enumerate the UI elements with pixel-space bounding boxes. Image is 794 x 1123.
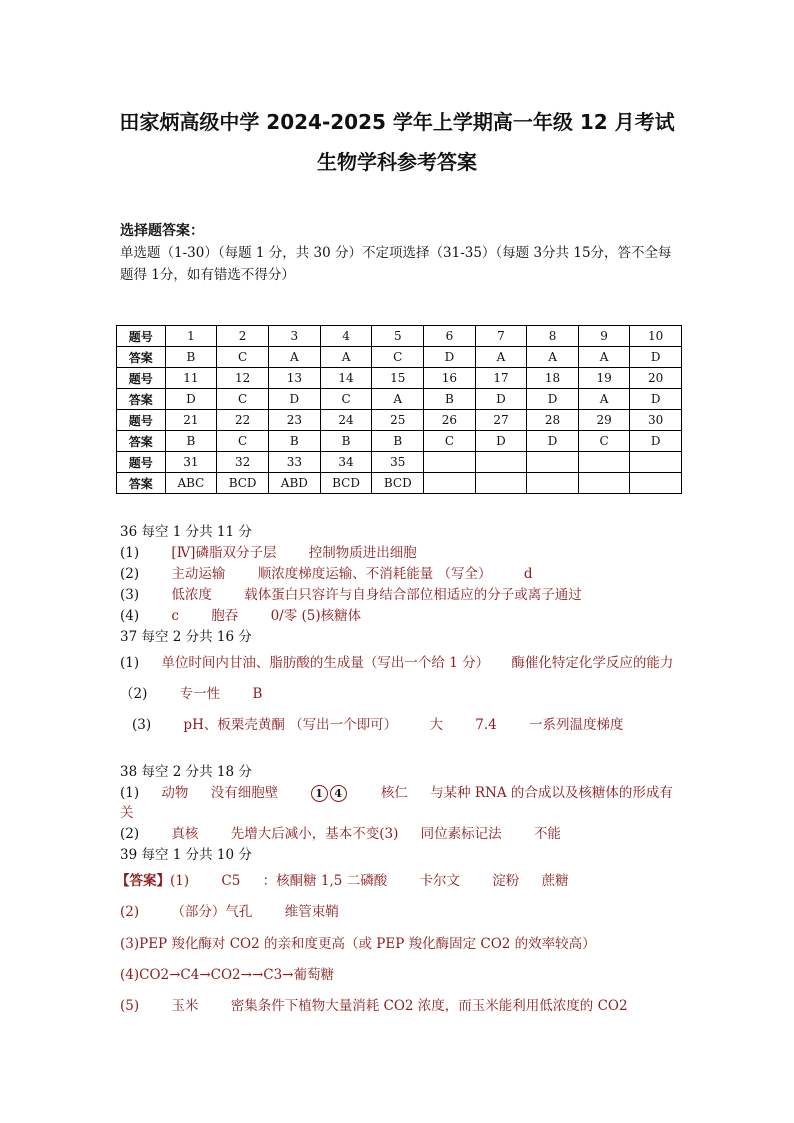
q39-num2: (2) [120, 904, 140, 920]
table-cell: BCD [372, 473, 424, 494]
q36-ans1a: [Ⅳ]磷脂双分子层 [171, 545, 277, 561]
q37-ans3b: 大 [429, 717, 443, 733]
table-cell: 4 [320, 326, 372, 347]
table-cell: B [424, 389, 476, 410]
choice-intro: 单选题（1-30）（每题 1 分，共 30 分）不定项选择（31-35）（每题 3分共 15分，答不全每题得 1分，如有错选不得分） [120, 245, 672, 283]
table-cell: D [630, 431, 682, 452]
table-cell [424, 473, 476, 494]
table-cell: C [578, 431, 630, 452]
table-cell: D [424, 347, 476, 368]
row-label: 答案 [117, 389, 166, 410]
q36-ans2b: 顺浓度梯度运输、不消耗能量 （写全） [257, 566, 492, 582]
table-cell: 10 [630, 326, 682, 347]
table-cell: 6 [424, 326, 476, 347]
table-cell: 9 [578, 326, 630, 347]
table-cell: B [165, 347, 217, 368]
q36-line4 [120, 604, 361, 624]
row-label: 答案 [117, 473, 166, 494]
q38-ans2b: 先增大后减小，基本不变(3) [230, 826, 399, 842]
table-cell: D [630, 389, 682, 410]
q39-line5 [120, 994, 628, 1014]
table-cell: 31 [165, 452, 217, 473]
row-label: 题号 [117, 368, 166, 389]
row-label: 题号 [117, 326, 166, 347]
q36-num3: (3) [120, 587, 140, 603]
q36-line3 [120, 583, 582, 603]
table-cell [578, 473, 630, 494]
q39-line1 [116, 869, 569, 889]
table-cell: B [268, 431, 320, 452]
q39-line2 [120, 900, 339, 920]
q39-heading: 39 每空 1 分共 10 分 [120, 847, 252, 863]
table-cell: D [165, 389, 217, 410]
table-cell: 13 [268, 368, 320, 389]
q38-line1 [120, 781, 673, 802]
table-cell: C [217, 389, 269, 410]
table-cell: C [372, 347, 424, 368]
q39-ans1d: 淀粉 [492, 873, 520, 889]
table-cell: 15 [372, 368, 424, 389]
q39-ans5b: 密集条件下植物大量消耗 CO2 浓度，而玉米能利用低浓度的 CO2 [230, 998, 628, 1014]
row-label: 题号 [117, 452, 166, 473]
q38-ans1e: 与某种 RNA 的合成以及核糖体的形成有 [430, 785, 673, 801]
q37-ans1b: 酶催化特定化学反应的能力 [511, 655, 674, 671]
q39-ans1e: 蔗糖 [541, 873, 569, 889]
table-cell [527, 452, 579, 473]
q37-ans3d: 一系列温度梯度 [529, 717, 624, 733]
table-cell: 20 [630, 368, 682, 389]
table-cell: A [527, 347, 579, 368]
table-cell: 19 [578, 368, 630, 389]
q37-num2: （2) [120, 686, 148, 702]
circled-number-4: 4 [330, 785, 347, 802]
q38-ans2d: 不能 [533, 826, 561, 842]
q38-line2 [120, 822, 561, 842]
q36-ans4a: c [171, 608, 179, 624]
q39-ans1b: ：核酮糖 1,5 二磷酸 [262, 873, 388, 889]
q36-num1: (1) [120, 545, 140, 561]
table-row [117, 452, 682, 473]
table-cell: 7 [475, 326, 527, 347]
table-cell [475, 452, 527, 473]
q37-ans2b: B [252, 686, 263, 702]
q39-line4: (4)CO2→C4→CO2→→C3→葡萄糖 [120, 967, 334, 983]
table-cell: A [578, 389, 630, 410]
table-cell: 33 [268, 452, 320, 473]
table-cell: 34 [320, 452, 372, 473]
table-cell: 24 [320, 410, 372, 431]
table-cell: 18 [527, 368, 579, 389]
q39-ans5a: 玉米 [171, 998, 199, 1014]
q38-num1: (1) [120, 785, 140, 801]
table-cell: A [578, 347, 630, 368]
q36-ans3a: 低浓度 [171, 587, 212, 603]
choice-heading: 选择题答案： [120, 223, 204, 239]
table-cell: A [320, 347, 372, 368]
circled-number-1: 1 [311, 785, 328, 802]
table-cell: C [217, 431, 269, 452]
table-cell [578, 452, 630, 473]
table-cell: A [372, 389, 424, 410]
table-cell: 22 [217, 410, 269, 431]
table-cell: B [320, 431, 372, 452]
q37-num3: (3) [132, 717, 152, 733]
table-cell: BCD [320, 473, 372, 494]
table-cell: 16 [424, 368, 476, 389]
table-cell: D [268, 389, 320, 410]
q36-line2 [120, 562, 532, 582]
q36-num4: (4) [120, 608, 140, 624]
q36-ans2c: d [523, 566, 533, 582]
q38-ans1a: 动物 [161, 785, 189, 801]
table-cell: 8 [527, 326, 579, 347]
table-cell: 12 [217, 368, 269, 389]
table-cell: 23 [268, 410, 320, 431]
q36-ans4c: 0/零 (5)核糖体 [270, 608, 362, 624]
q39-ans2a: （部分）气孔 [171, 904, 253, 920]
table-cell: C [320, 389, 372, 410]
table-cell: BCD [217, 473, 269, 494]
table-cell: A [268, 347, 320, 368]
table-cell: 17 [475, 368, 527, 389]
table-cell: 25 [372, 410, 424, 431]
table-cell: D [475, 431, 527, 452]
table-cell: 3 [268, 326, 320, 347]
table-cell: 5 [372, 326, 424, 347]
q37-ans3c: 7.4 [475, 717, 497, 733]
q38-ans2c: 同位素标记法 [420, 826, 502, 842]
table-cell: 27 [475, 410, 527, 431]
q36-ans3b: 载体蛋白只容许与自身结合部位相适应的分子或离子通过 [244, 587, 582, 603]
q39-num5: (5) [120, 998, 140, 1014]
table-row [117, 389, 682, 410]
table-cell: 11 [165, 368, 217, 389]
q37-ans1a: 单位时间内甘油、脂肪酸的生成量（写出一个给 1 分） [161, 655, 490, 671]
table-cell: 28 [527, 410, 579, 431]
table-cell: D [527, 431, 579, 452]
q39-ans1a: C5 [221, 873, 241, 889]
table-cell: B [165, 431, 217, 452]
table-row [117, 431, 682, 452]
table-cell: 32 [217, 452, 269, 473]
q37-line3 [132, 713, 624, 733]
q37-num1: (1) [120, 655, 140, 671]
table-row [117, 473, 682, 494]
table-cell: 21 [165, 410, 217, 431]
q37-heading: 37 每空 2 分共 16 分 [120, 629, 252, 645]
q39-line3: (3)PEP 羧化酶对 CO2 的亲和度更高（或 PEP 羧化酶固定 CO2 的效率较高） [120, 936, 596, 952]
q36-num2: (2) [120, 566, 140, 582]
table-row [117, 326, 682, 347]
q38-line1b: 关 [120, 805, 134, 821]
table-cell: ABD [268, 473, 320, 494]
q36-ans1b: 控制物质进出细胞 [308, 545, 417, 561]
q37-ans2a: 专一性 [179, 686, 221, 702]
table-cell: 35 [372, 452, 424, 473]
q38-ans2a: 真核 [171, 826, 199, 842]
q39-num1: (1) [170, 873, 190, 889]
table-cell [424, 452, 476, 473]
table-cell: 30 [630, 410, 682, 431]
table-cell [630, 452, 682, 473]
answer-table [116, 325, 682, 494]
row-label: 题号 [117, 410, 166, 431]
table-row [117, 410, 682, 431]
table-row [117, 368, 682, 389]
q38-ans1d: 核仁 [380, 785, 408, 801]
table-cell: B [372, 431, 424, 452]
table-cell: ABC [165, 473, 217, 494]
q38-ans1b: 没有细胞壁 [210, 785, 279, 801]
table-cell [630, 473, 682, 494]
table-cell: 29 [578, 410, 630, 431]
row-label: 答案 [117, 347, 166, 368]
table-cell [475, 473, 527, 494]
q38-heading: 38 每空 2 分共 18 分 [120, 764, 252, 780]
table-cell: D [630, 347, 682, 368]
q36-heading: 36 每空 1 分共 11 分 [120, 524, 252, 540]
page-title-line1: 田家炳高级中学 2024-2025 学年上学期高一年级 12 月考试 [119, 110, 675, 134]
row-label: 答案 [117, 431, 166, 452]
table-row [117, 347, 682, 368]
q37-line2 [120, 682, 262, 702]
table-cell: 1 [165, 326, 217, 347]
table-cell: A [475, 347, 527, 368]
q37-ans3a: pH、板栗壳黄酮 （写出一个即可） [183, 717, 398, 733]
q39-ans2b: 维管束鞘 [284, 904, 339, 920]
table-cell: C [217, 347, 269, 368]
q36-ans4b: 胞吞 [211, 608, 239, 624]
table-cell: D [527, 389, 579, 410]
table-cell: 26 [424, 410, 476, 431]
q37-line1 [120, 651, 673, 671]
table-cell: C [424, 431, 476, 452]
table-cell: 14 [320, 368, 372, 389]
table-cell: 2 [217, 326, 269, 347]
table-cell: D [475, 389, 527, 410]
q39-ans1c: 卡尔文 [419, 873, 460, 889]
page-title-line2: 生物学科参考答案 [317, 150, 477, 174]
q38-num2: (2) [120, 826, 140, 842]
table-cell [527, 473, 579, 494]
q36-line1 [120, 541, 417, 561]
q39-answer-tag: 【答案】 [116, 873, 170, 889]
q36-ans2a: 主动运输 [171, 566, 226, 582]
